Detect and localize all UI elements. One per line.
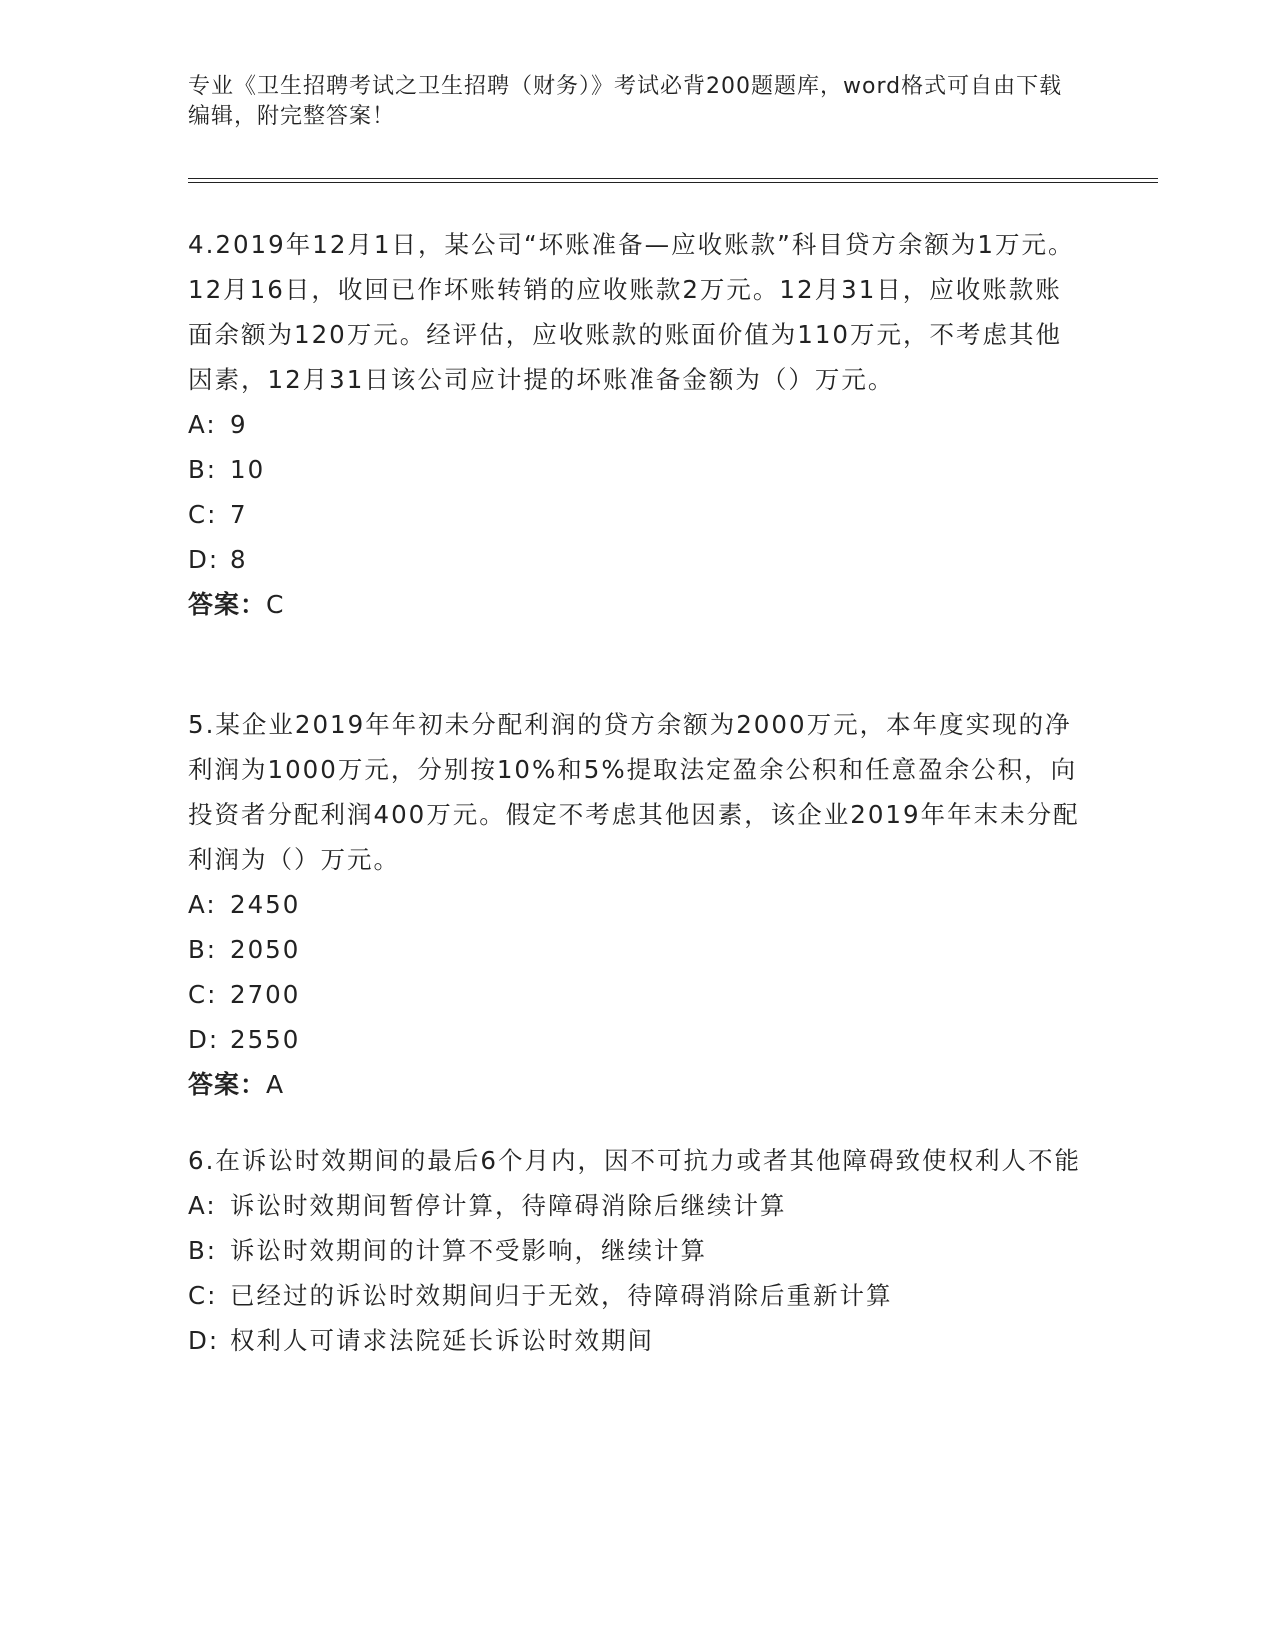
option-key: D: <box>188 1326 220 1355</box>
option-b <box>188 447 1088 492</box>
answer-label: 答案： <box>188 1070 267 1099</box>
question-5 <box>188 702 1088 1107</box>
option-d <box>188 1318 1088 1363</box>
option-c <box>188 972 1088 1017</box>
option-text: 已经过的诉讼时效期间归于无效，待障碍消除后重新计算 <box>230 1281 893 1310</box>
option-text: 权利人可请求法院延长诉讼时效期间 <box>230 1326 654 1355</box>
option-text: 7 <box>230 500 248 529</box>
answer <box>188 582 1088 627</box>
option-key: A: <box>188 410 217 439</box>
option-key: B: <box>188 935 218 964</box>
option-key: B: <box>188 1236 218 1265</box>
option-text: 8 <box>230 545 248 574</box>
document-header: 专业《卫生招聘考试之卫生招聘（财务）》考试必背200题题库，word格式可自由下载编辑，附完整答案！ <box>188 74 1063 129</box>
option-d <box>188 1017 1088 1062</box>
option-c <box>188 492 1088 537</box>
answer-label: 答案： <box>188 590 267 619</box>
header-divider <box>188 178 1158 183</box>
option-d <box>188 537 1088 582</box>
option-key: C: <box>188 980 218 1009</box>
option-key: A: <box>188 890 217 919</box>
option-a <box>188 1183 1088 1228</box>
option-text: 2450 <box>230 890 301 919</box>
question-6 <box>188 1138 1088 1363</box>
answer <box>188 1062 1088 1107</box>
option-text: 2700 <box>230 980 301 1009</box>
answer-value: A <box>266 1070 285 1099</box>
option-key: A: <box>188 1191 217 1220</box>
option-b <box>188 927 1088 972</box>
option-b <box>188 1228 1088 1273</box>
option-text: 2550 <box>230 1025 301 1054</box>
option-key: C: <box>188 500 218 529</box>
question-stem: 6.在诉讼时效期间的最后6个月内，因不可抗力或者其他障碍致使权利人不能 <box>188 1146 1081 1175</box>
option-key: D: <box>188 545 220 574</box>
question-stem: 4.2019年12月1日，某公司“坏账准备—应收账款”科目贷方余额为1万元。12月16日，收回已作坏账转销的应收账款2万元。12月31日，应收账款账面余额为120万元。经评估，应收账款的账面价值为110万元，不考虑其他因素，12月31日该公司应计提的坏账准备金额为（）万元。 <box>188 230 1075 394</box>
option-text: 9 <box>230 410 248 439</box>
question-stem: 5.某企业2019年年初未分配利润的贷方余额为2000万元，本年度实现的净利润为1000万元，分别按10%和5%提取法定盈余公积和任意盈余公积，向投资者分配利润400万元。假定不考虑其他因素，该企业2019年年末未分配利润为（）万元。 <box>188 710 1080 874</box>
option-text: 10 <box>230 455 266 484</box>
option-key: B: <box>188 455 218 484</box>
option-a <box>188 402 1088 447</box>
option-text: 2050 <box>230 935 301 964</box>
option-key: D: <box>188 1025 220 1054</box>
option-key: C: <box>188 1281 218 1310</box>
question-4 <box>188 222 1088 627</box>
option-text: 诉讼时效期间的计算不受影响，继续计算 <box>230 1236 707 1265</box>
answer-value: C <box>266 590 285 619</box>
option-a <box>188 882 1088 927</box>
option-c <box>188 1273 1088 1318</box>
option-text: 诉讼时效期间暂停计算，待障碍消除后继续计算 <box>230 1191 787 1220</box>
